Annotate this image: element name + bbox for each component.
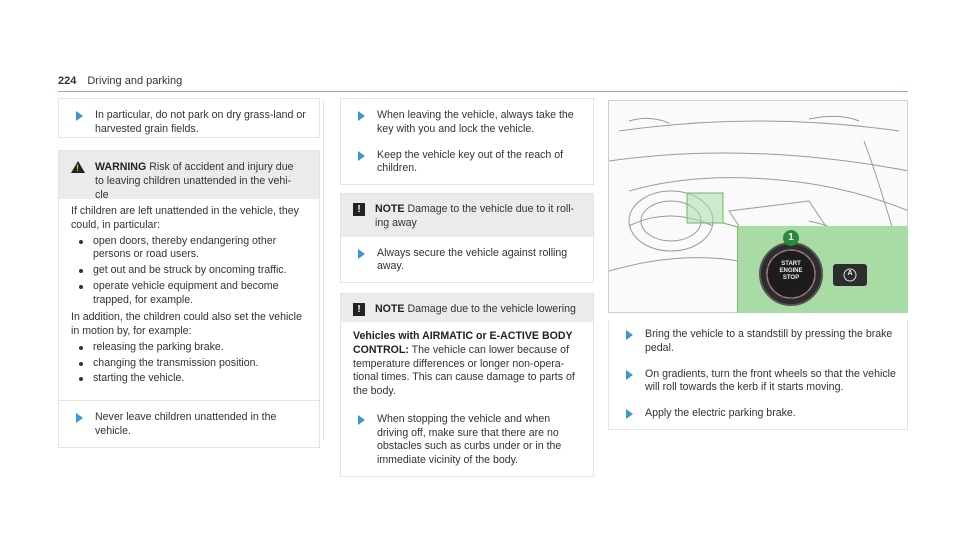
note-header [341, 294, 593, 322]
list-item: changing the transmission position. [71, 357, 307, 371]
note-title: Damage to the vehicle due to it roll-ing away [375, 203, 575, 229]
step-text: On gradients, turn the front wheels so that the vehicle will roll towards the kerb if it starts moving. [645, 367, 896, 394]
step-text: In particular, do not park on dry grass-land or harvested grain fields. [95, 109, 306, 135]
page-number: 224 [58, 75, 77, 87]
arrow-icon [623, 409, 637, 419]
warning-title-cont: to leaving children unattended in the vehi- [95, 174, 292, 187]
arrow-icon [355, 111, 369, 121]
step-text: Keep the vehicle key out of the reach of children. [377, 148, 564, 175]
warning-title-end: cle [95, 188, 109, 201]
warning-intro: If children are left unattended in the vehicle, they could, in particular: [71, 205, 299, 231]
column-2 [340, 98, 594, 477]
callout-badge: 1 [783, 230, 799, 246]
warning-header [59, 151, 319, 199]
list-item: open doors, thereby endangering other persons or road users. [71, 235, 307, 263]
step-row [609, 403, 907, 429]
inset-divider [737, 226, 738, 313]
steps-box [340, 98, 594, 185]
list-item: starting the vehicle. [71, 372, 307, 386]
arrow-icon [73, 413, 87, 423]
arrow-icon [355, 151, 369, 161]
list-item: releasing the parking brake. [71, 341, 307, 355]
arrow-icon [73, 111, 87, 121]
note-step [341, 403, 593, 476]
note-step [341, 237, 593, 283]
warning-step [59, 400, 319, 447]
start-stop-inset [737, 226, 908, 313]
note-box-2 [340, 293, 594, 477]
note-paragraph [341, 322, 593, 403]
step-text: When leaving the vehicle, always take the key with you and lock the vehicle. [377, 109, 574, 135]
arrow-icon [355, 415, 369, 425]
arrow-icon [355, 249, 369, 259]
arrow-icon [623, 330, 637, 340]
warning-bullets-2 [71, 341, 307, 386]
step-row [341, 145, 593, 185]
section-title: Driving and parking [87, 75, 183, 87]
step-text: Bring the vehicle to a standstill by pressing the brake pedal. [645, 328, 893, 354]
warning-triangle-icon [71, 161, 85, 174]
note-label: NOTE [375, 203, 405, 216]
warning-label: WARNING [95, 161, 147, 173]
step-text: Apply the electric parking brake. [645, 407, 796, 420]
step-row [609, 320, 907, 364]
warning-title: Risk of accident and injury due [149, 161, 294, 173]
button-label-engine: ENGINE [779, 268, 803, 274]
warning-body [59, 199, 319, 400]
note-header [341, 194, 593, 237]
note-title: Damage due to the vehicle lowering [407, 303, 576, 316]
header-divider [58, 91, 908, 92]
start-stop-panel [737, 226, 908, 313]
warning-box [58, 150, 320, 448]
step-box [58, 98, 320, 138]
column-divider [323, 100, 324, 440]
note-para-text: The vehicle can lower because of temperature differences or longer non-opera-tional times. This can cause damage to parts of the body. [353, 343, 575, 398]
step-text: Always secure the vehicle against rolling away. [377, 246, 568, 273]
step-text: When stopping the vehicle and when driving off, make sure that there are no obstacles such as curbs under or in the immediate vicinity of the body. [377, 412, 562, 467]
note-box [340, 193, 594, 283]
exclamation-icon: ! [353, 303, 365, 316]
note-subhead: Vehicles with AIRMATIC or E-ACTIVE BODY CONTROL: [353, 330, 573, 356]
auto-start-stop-icon: A [847, 270, 853, 277]
list-item: operate vehicle equipment and become trapped, for example. [71, 280, 307, 308]
exclamation-icon: ! [353, 203, 365, 216]
step-row [341, 99, 593, 145]
column-1 [58, 98, 320, 448]
step-row [609, 364, 907, 404]
steps-box [608, 320, 908, 430]
arrow-icon [623, 370, 637, 380]
list-item: get out and be struck by oncoming traffic. [71, 264, 307, 278]
column-3-steps [608, 320, 908, 430]
step-text: Never leave children unattended in the vehicle. [95, 411, 277, 437]
note-label: NOTE [375, 303, 405, 316]
button-label-start: START [781, 261, 801, 267]
page-header [58, 74, 182, 88]
start-engine-stop-button [771, 261, 811, 282]
warning-bullets [71, 235, 307, 308]
warning-addition: In addition, the children could also set the vehicle in motion by, for example: [71, 311, 302, 338]
button-label-stop: STOP [782, 275, 800, 281]
